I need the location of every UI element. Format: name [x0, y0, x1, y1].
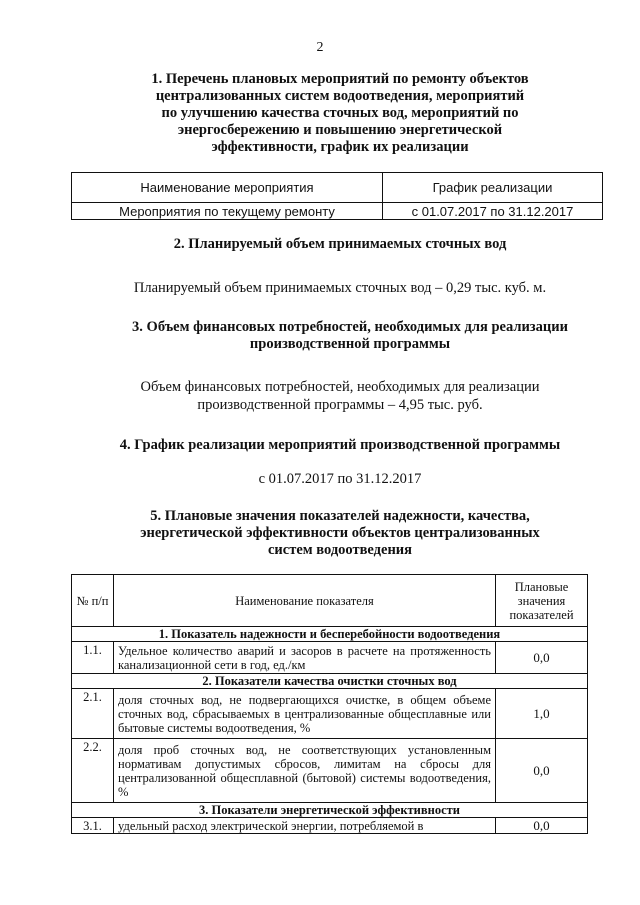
table-row — [72, 818, 588, 834]
table-cell-measure: Мероприятия по текущему ремонту — [72, 203, 383, 220]
row-value: 0,0 — [496, 818, 588, 834]
row-value: 0,0 — [496, 739, 588, 803]
header-num: № п/п — [72, 575, 114, 627]
row-value: 0,0 — [496, 642, 588, 674]
row-name: доля сточных вод, не подвергающихся очистке, в общем объеме сточных вод, сбрасываемых в централизованные общесплавные или бытовые системы водоотведения, % — [114, 689, 496, 739]
section1-heading: 1. Перечень плановых мероприятий по ремонту объектов централизованных систем водоотведения, мероприятий по улучшению качества сточных вод, мероприятий по энергосбережению и повышению энергетической эффективности, график их реализации — [151, 71, 529, 155]
measures-table — [71, 172, 603, 220]
indicators-table — [71, 574, 588, 834]
row-num: 2.1. — [72, 689, 114, 739]
row-value: 1,0 — [496, 689, 588, 739]
section3-heading: 3. Объем финансовых потребностей, необходимых для реализации производственной программы — [132, 319, 568, 352]
header-value: Плановые значения показателей — [496, 575, 588, 627]
table-header-measure: Наименование мероприятия — [72, 173, 383, 203]
table-row — [72, 739, 588, 803]
section4-text: с 01.07.2017 по 31.12.2017 — [258, 471, 422, 487]
section-row-quality: 2. Показатели качества очистки сточных вод — [72, 674, 588, 689]
row-num: 3.1. — [72, 818, 114, 834]
section-row-energy: 3. Показатели энергетической эффективности — [72, 803, 588, 818]
row-name: Удельное количество аварий и засоров в расчете на протяженность канализационной сети в год, ед./км — [114, 642, 496, 674]
table-row — [72, 689, 588, 739]
header-name: Наименование показателя — [114, 575, 496, 627]
section2-heading: 2. Планируемый объем принимаемых сточных вод — [173, 236, 507, 252]
table-header-schedule: График реализации — [383, 173, 603, 203]
page-number: 2 — [316, 40, 324, 55]
row-name: удельный расход электрической энергии, потребляемой в — [114, 818, 496, 834]
section2-text: Планируемый объем принимаемых сточных вод – 0,29 тыс. куб. м. — [133, 280, 547, 296]
row-name: доля проб сточных вод, не соответствующих установленным нормативам допустимых сбросов, лимитам на сбросы для централизованной общесплавной (бытовой) системы водоотведения, % — [114, 739, 496, 803]
table-cell-schedule: с 01.07.2017 по 31.12.2017 — [383, 203, 603, 220]
row-num: 2.2. — [72, 739, 114, 803]
section5-heading: 5. Плановые значения показателей надежности, качества, энергетической эффективности объектов централизованных систем водоотведения — [140, 508, 540, 558]
row-num: 1.1. — [72, 642, 114, 674]
section-row-reliability: 1. Показатель надежности и бесперебойности водоотведения — [72, 627, 588, 642]
table-row — [72, 642, 588, 674]
section4-heading: 4. График реализации мероприятий производственной программы — [119, 437, 561, 453]
section3-text: Объем финансовых потребностей, необходимых для реализации производственной программы – 4,95 тыс. руб. — [140, 379, 540, 413]
